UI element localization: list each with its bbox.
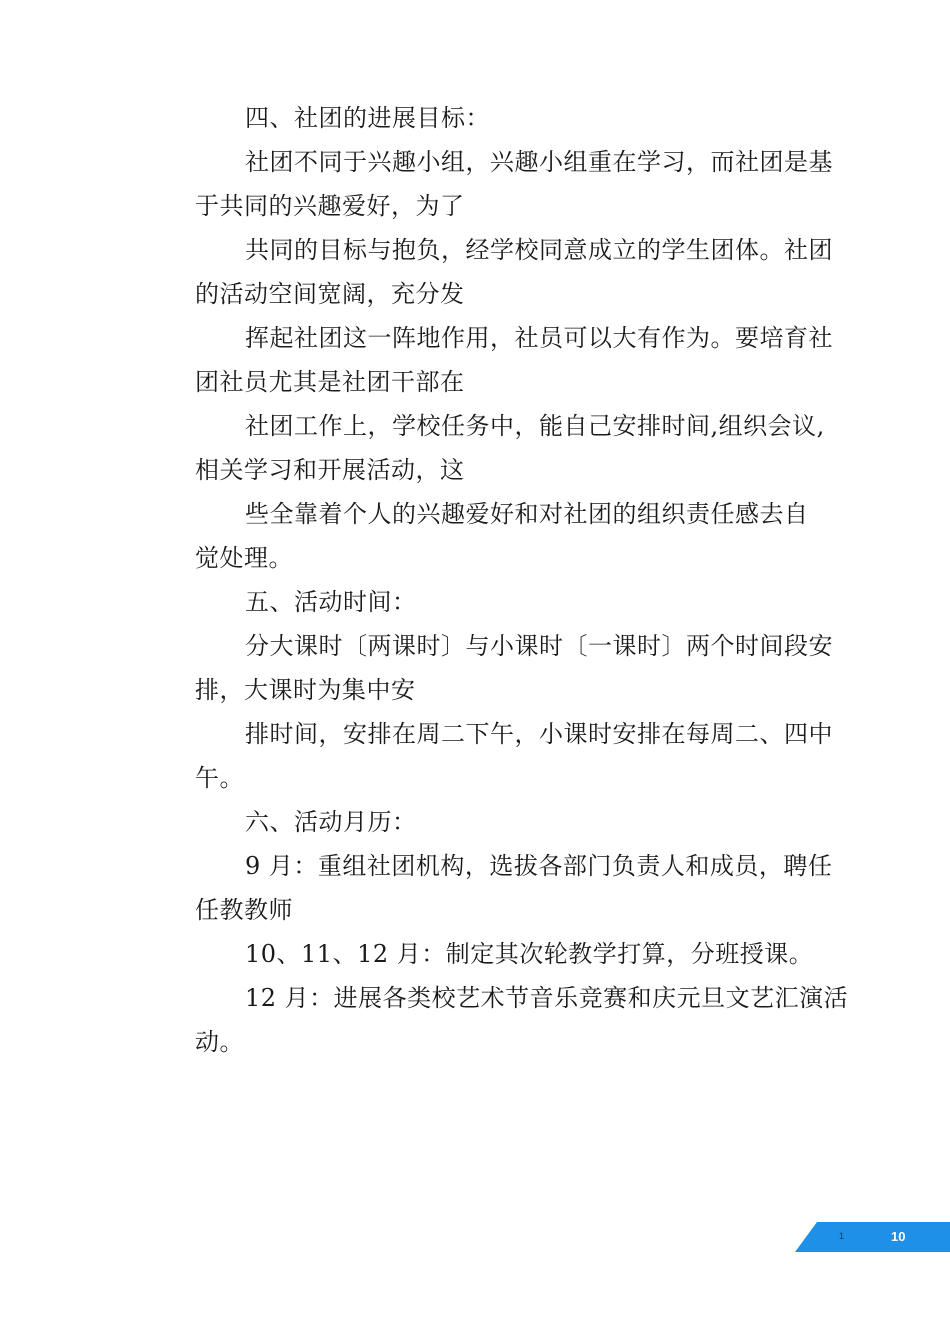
paragraph: [145, 404, 825, 492]
text-line: 12 月：进展各类校艺术节音乐竞赛和庆元旦文艺汇演活: [245, 984, 849, 1012]
text-line: 动。: [195, 1028, 244, 1056]
text-line: 任教教师: [195, 896, 293, 924]
text-line: 挥起社团这一阵地作用，社员可以大有作为。要培育社: [245, 324, 833, 352]
paragraph: [145, 932, 814, 976]
paragraph: [145, 228, 833, 316]
paragraph: [145, 492, 809, 580]
text-line: 于共同的兴趣爱好，为了: [195, 192, 465, 220]
paragraph: [145, 844, 833, 932]
section-heading-time: [145, 580, 790, 624]
paragraph: [145, 316, 833, 404]
text-line: 共同的目标与抱负，经学校同意成立的学生团体。社团: [245, 236, 833, 264]
text-line: 相关学习和开展活动，这: [195, 456, 465, 484]
text-line: 觉处理。: [195, 544, 293, 572]
page-footer: [795, 1222, 950, 1252]
text-line: 社团工作上，学校任务中，能自己安排时间,组织会议,: [245, 412, 825, 440]
paragraph: [145, 976, 849, 1064]
text-line: 分大课时〔两课时〕与小课时〔一课时〕两个时间段安: [245, 632, 833, 660]
document-body: [145, 96, 849, 1064]
text-line: 排，大课时为集中安: [195, 676, 416, 704]
text-line: 排时间，安排在周二下午，小课时安排在每周二、四中: [245, 720, 833, 748]
text-line: 六、活动月历：: [245, 808, 417, 836]
paragraph: [145, 712, 833, 800]
text-line: 五、活动时间：: [245, 588, 417, 616]
section-heading-goals: [145, 96, 790, 140]
footer-accent-shape: [795, 1222, 950, 1252]
text-line: 9 月：重组社团机构，选拔各部门负责人和成员，聘任: [245, 852, 833, 880]
text-line: 午。: [195, 764, 244, 792]
text-line: 的活动空间宽阔，充分发: [195, 280, 465, 308]
section-heading-calendar: [145, 800, 790, 844]
text-line: 四、社团的进展目标：: [245, 104, 490, 132]
text-line: 团社员尤其是社团干部在: [195, 368, 465, 396]
paragraph: [145, 140, 833, 228]
text-line: 10、11、12 月：制定其次轮教学打算，分班授课。: [245, 940, 814, 968]
paragraph: [145, 624, 833, 712]
page-number: 10: [891, 1229, 906, 1244]
text-line: 些全靠着个人的兴趣爱好和对社团的组织责任感去自: [245, 500, 809, 528]
footer-small-number: 1: [839, 1231, 845, 1241]
text-line: 社团不同于兴趣小组，兴趣小组重在学习，而社团是基: [245, 148, 833, 176]
